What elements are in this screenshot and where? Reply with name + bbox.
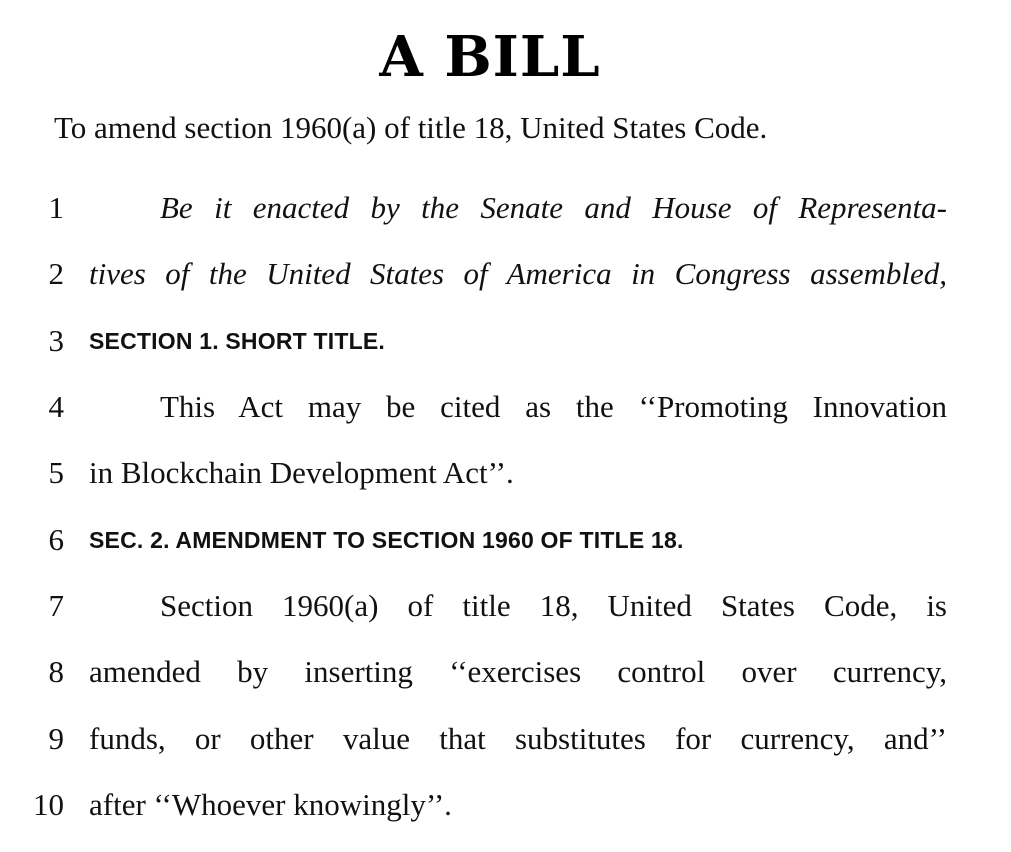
- line-text: in Blockchain Development Act’’.: [89, 455, 514, 490]
- line-text: amended by inserting ‘‘exercises control over currency,: [89, 654, 947, 689]
- line-number: 10: [33, 787, 64, 822]
- line-number: 1: [48, 190, 64, 225]
- line-number: 7: [48, 588, 64, 623]
- line-text: This Act may be cited as the ‘‘Promoting Innovation: [160, 389, 947, 424]
- line-number: 9: [48, 721, 64, 756]
- bill-line: [0, 248, 1011, 300]
- line-text: funds, or other value that substitutes for currency, and’’: [89, 721, 947, 756]
- bill-line: [0, 713, 1011, 765]
- line-number: 6: [48, 522, 64, 557]
- line-number: 3: [48, 323, 64, 358]
- line-number: 2: [48, 256, 64, 291]
- line-text: tives of the United States of America in Congress assembled,: [89, 256, 947, 291]
- line-text: Section 1960(a) of title 18, United States Code, is: [160, 588, 947, 623]
- bill-line: [0, 514, 1011, 566]
- bill-line: [0, 646, 1011, 698]
- bill-line: [0, 315, 1011, 367]
- bill-line: [0, 381, 1011, 433]
- bill-line: [0, 580, 1011, 632]
- bill-line: [0, 447, 1011, 499]
- section-heading: SEC. 2. AMENDMENT TO SECTION 1960 OF TITLE 18.: [89, 527, 684, 553]
- line-number: 4: [48, 389, 64, 424]
- line-number: 8: [48, 654, 64, 689]
- line-number: 5: [48, 455, 64, 490]
- section-heading: SECTION 1. SHORT TITLE.: [89, 328, 385, 354]
- bill-line: [0, 779, 1011, 831]
- bill-subtitle: To amend section 1960(a) of title 18, United States Code.: [54, 110, 768, 145]
- bill-title: A BILL: [379, 24, 601, 90]
- line-text: Be it enacted by the Senate and House of Representa-: [160, 190, 947, 225]
- line-text: after ‘‘Whoever knowingly’’.: [89, 787, 452, 822]
- bill-line: [0, 182, 1011, 234]
